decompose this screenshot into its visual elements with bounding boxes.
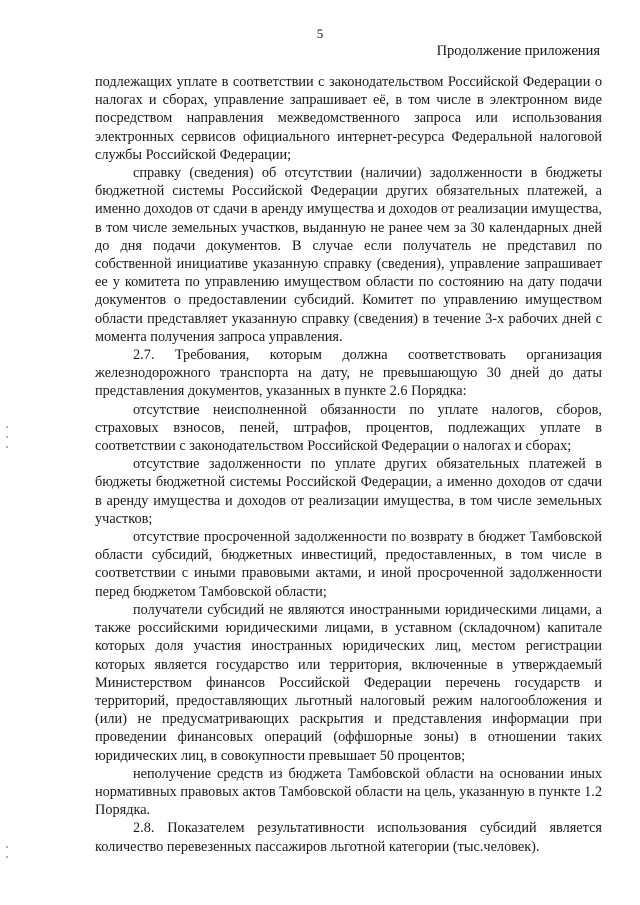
paragraph: 2.8. Показателем результативности использования субсидий является количество перевезенных пассажиров льготной категории (тыс.человек). <box>95 820 602 855</box>
scan-speck <box>6 426 8 428</box>
paragraph: подлежащих уплате в соответствии с законодательством Российской Федерации о налогах и сборах, управление запрашивает её, в том числе в электронном виде посредством направления межведомственного запроса или использования электронных сервисов официального интернет-ресурса Федеральной налоговой службы Российской Федерации; <box>95 74 602 163</box>
continuation-label: Продолжение приложения <box>436 43 600 59</box>
paragraph: 2.7. Требования, которым должна соответствовать организация железнодорожного транспорта на дату, не превышающую 30 дней до даты представления документов, указанных в пункте 2.6 Порядка: <box>95 347 602 400</box>
paragraph: отсутствие неисполненной обязанности по уплате налогов, сборов, страховых взносов, пеней, штрафов, процентов, подлежащих уплате в соответствии с законодательством Российской Федерации о налогах и сборах; <box>95 401 602 455</box>
scan-speck <box>6 436 8 438</box>
page-number: 5 <box>316 26 324 41</box>
scan-speck <box>6 446 8 448</box>
paragraph: отсутствие просроченной задолженности по возврату в бюджет Тамбовской области субсидий, бюджетных инвестиций, предоставленных, в том числе в соответствии с иными правовыми актами, и иной просроченной задолженности перед бюджетом Тамбовской области; <box>95 529 602 600</box>
document-body <box>95 73 602 856</box>
scan-speck <box>6 856 8 858</box>
paragraph: справку (сведения) об отсутствии (наличии) задолженности в бюджеты бюджетной системы Российской Федерации других обязательных платежей, а именно доходов от сдачи в аренду имущества и доходов от реализации имущества, в том числе земельных участков, выданную не ранее чем за 30 календарных дней до дня подачи документов. В случае если получатель не представил по собственной инициативе указанную справку (сведения), управление запрашивает ее у комитета по управлению имуществом области по состоянию на дату подачи документов о предоставлении субсидий. Комитет по управлению имуществом области представляет указанную справку (сведения) в течение 3-х рабочих дней с момента получения запроса управления. <box>95 165 602 345</box>
paragraph: получатели субсидий не являются иностранными юридическими лицами, а также российскими юридическими лицами, в уставном (складочном) капитале которых доля участия иностранных юридических лиц, местом регистрации которых является государство или территория, включенные в утверждаемый Министерством финансов Российской Федерации перечень государств и территорий, предоставляющих льготный налоговый режим налогообложения и (или) не предусматривающих раскрытия и представления информации при проведении финансовых операций (оффшорные зоны) в отношении таких юридических лиц, в совокупности превышает 50 процентов; <box>95 601 602 764</box>
scan-speck <box>6 846 8 848</box>
paragraph: неполучение средств из бюджета Тамбовской области на основании иных нормативных правовых актов Тамбовской области на цель, указанную в пункте 1.2 Порядка. <box>95 765 602 819</box>
paragraph: отсутствие задолженности по уплате других обязательных платежей в бюджеты бюджетной системы Российской Федерации, а именно доходов от сдачи в аренду имущества и доходов от реализации имущества, в том числе земельных участков; <box>95 456 602 527</box>
